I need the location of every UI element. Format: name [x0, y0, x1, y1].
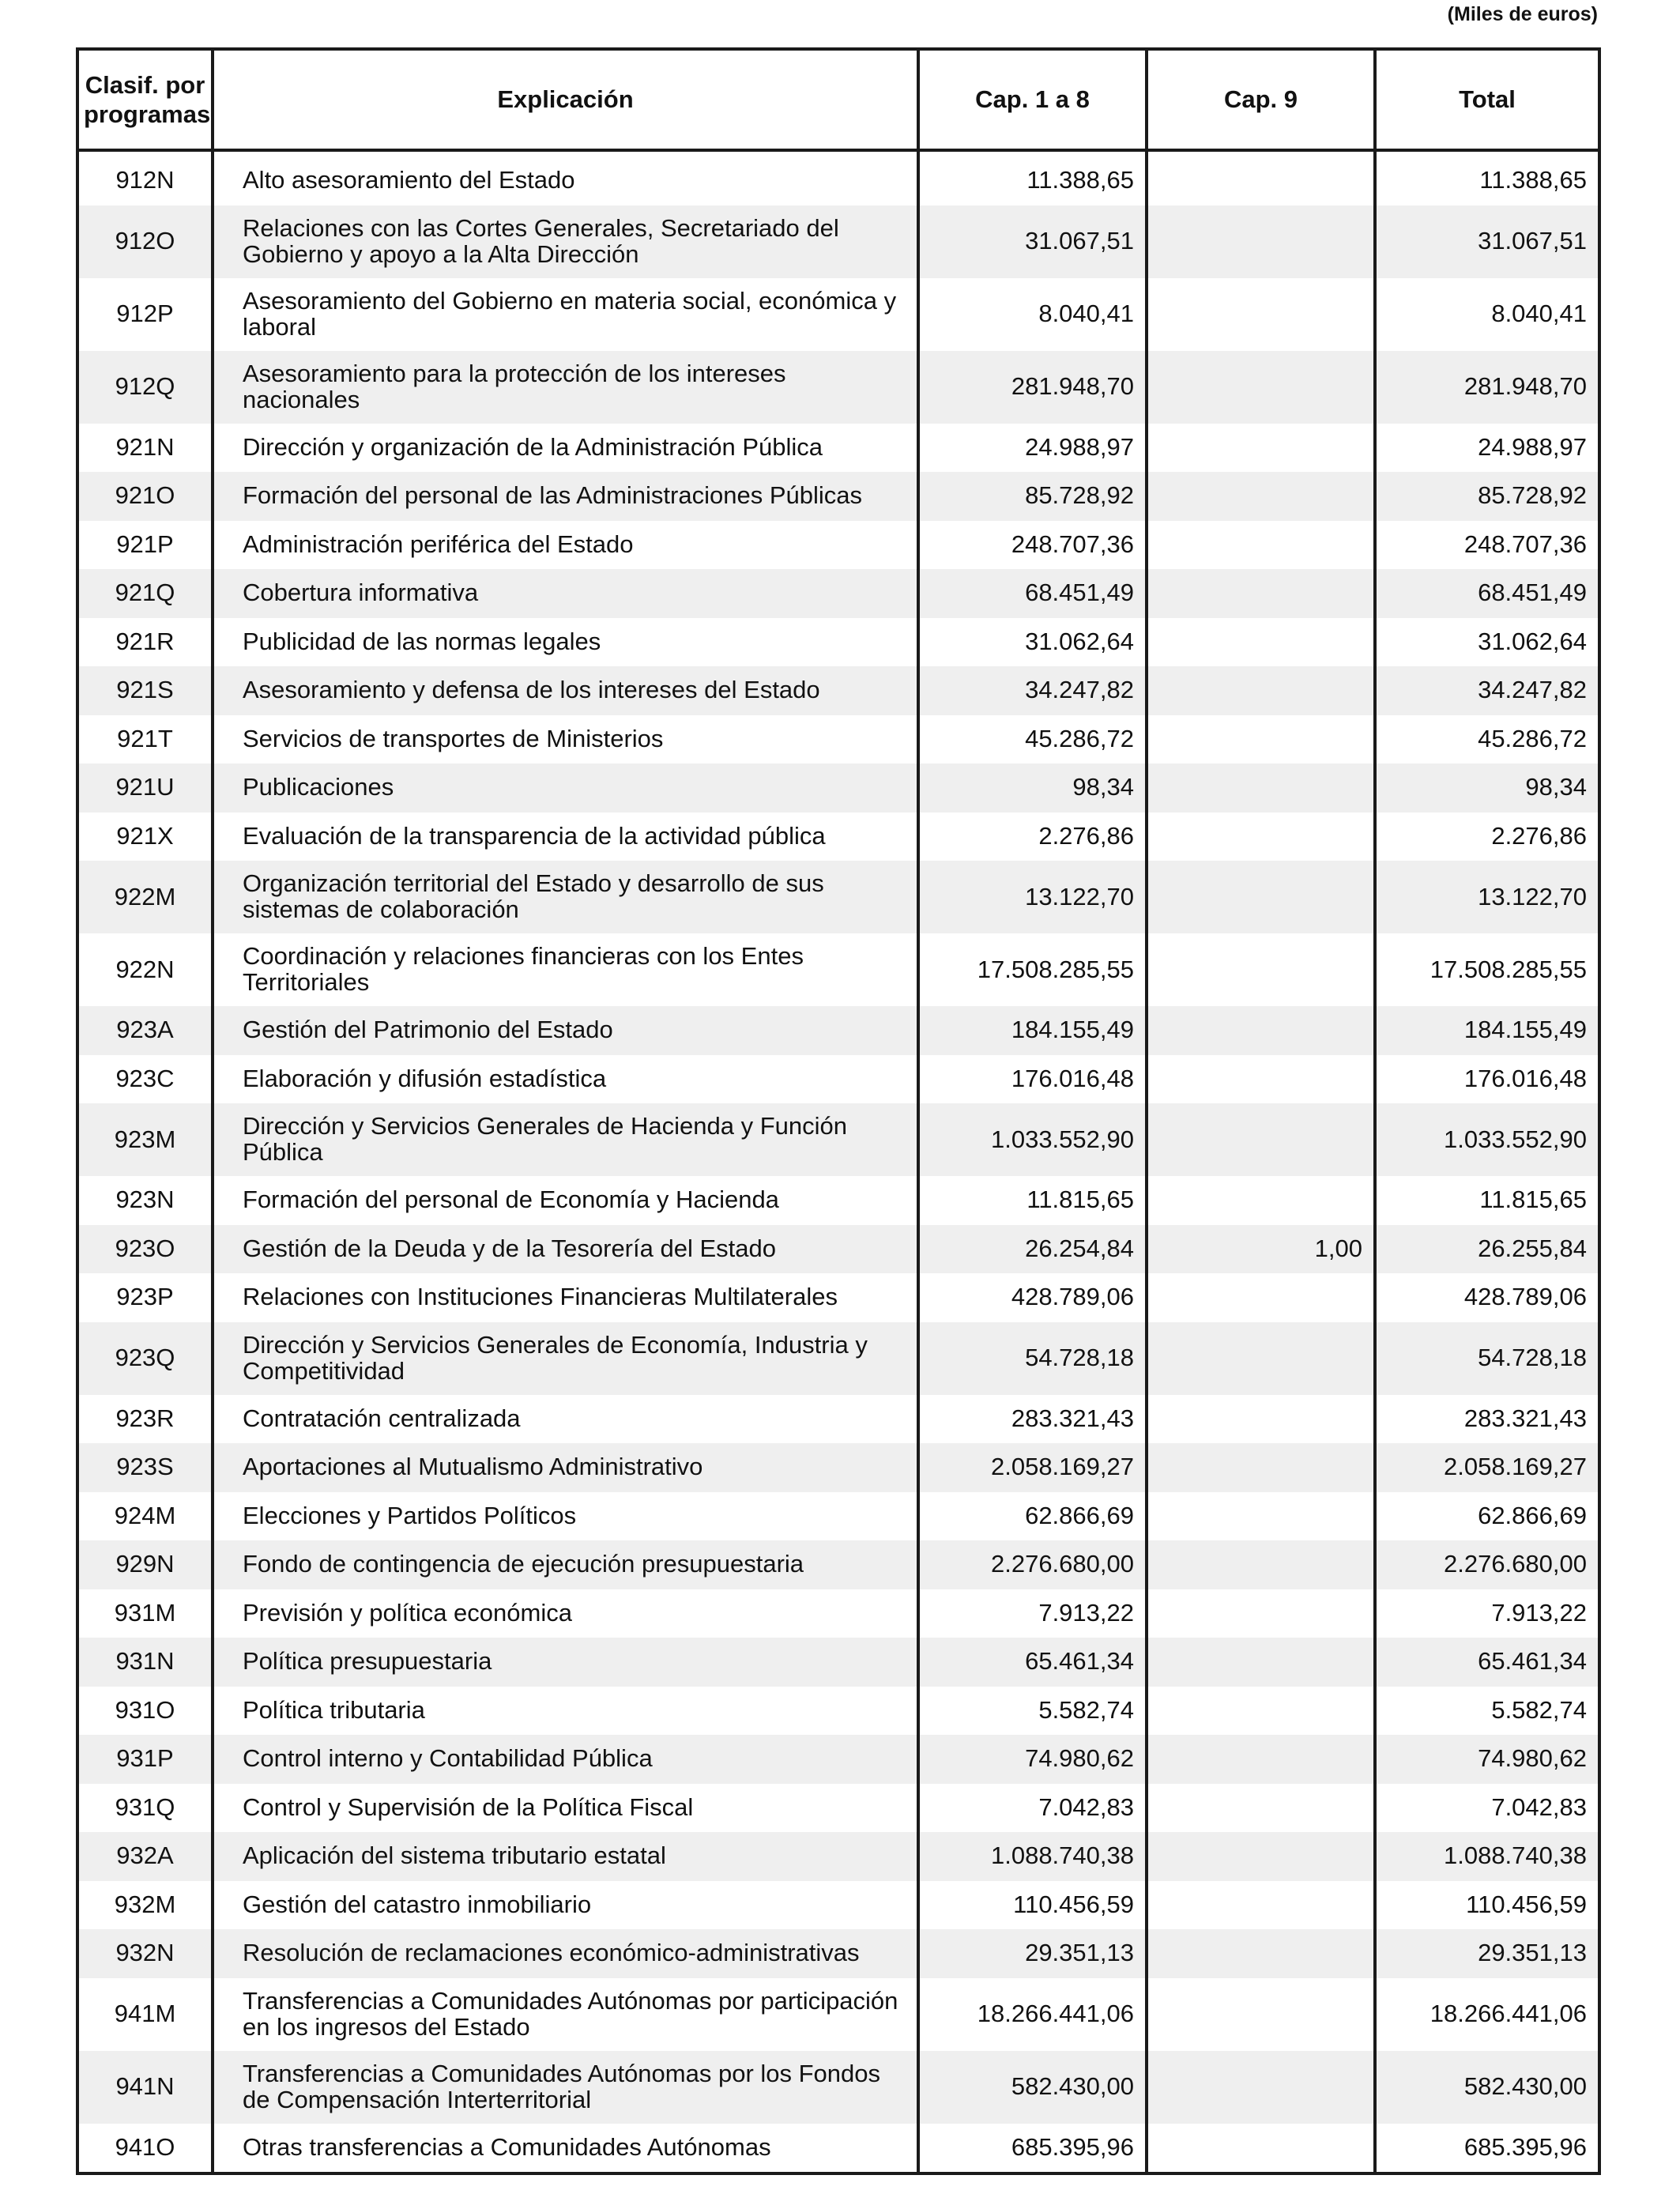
cell-code: 921O — [79, 472, 213, 521]
cell-code: 923O — [79, 1225, 213, 1274]
cell-code: 912P — [116, 300, 174, 328]
cell-total: 18.266.441,06 — [1375, 1978, 1598, 2051]
cell-cap18: 7.913,22 — [918, 1589, 1147, 1638]
cell-desc: Elaboración y difusión estadística — [213, 1055, 918, 1104]
cell-total: 2.276,86 — [1375, 812, 1598, 861]
table-row — [79, 1832, 1598, 1881]
cell-total: 29.351,13 — [1375, 1929, 1598, 1978]
cell-desc: Elecciones y Partidos Políticos — [213, 1492, 918, 1541]
table-row — [79, 424, 1598, 473]
table-row — [79, 569, 1598, 618]
cell-total: 31.067,51 — [1375, 205, 1598, 278]
table-row — [79, 1735, 1598, 1784]
table-row — [79, 521, 1598, 570]
cell-total: 74.980,62 — [1375, 1735, 1598, 1784]
cell-cap18: 24.988,97 — [918, 424, 1147, 473]
table-row — [79, 1225, 1598, 1274]
cell-cap18: 98,34 — [918, 763, 1147, 812]
cell-cap18: 1.033.552,90 — [918, 1103, 1147, 1176]
cell-code: 941M — [114, 2000, 176, 2028]
cell-cap9 — [1147, 861, 1375, 933]
cell-cap18: 2.058.169,27 — [918, 1443, 1147, 1492]
cell-desc: Dirección y Servicios Generales de Economía, Industria y Competitividad — [213, 1322, 918, 1395]
cell-total: 24.988,97 — [1375, 424, 1598, 473]
cell-total: 65.461,34 — [1375, 1638, 1598, 1687]
cell-code: 912O — [79, 205, 213, 278]
table-row — [79, 1589, 1598, 1638]
cell-cap9 — [1147, 1735, 1375, 1784]
cell-total: 13.122,70 — [1375, 861, 1598, 933]
cell-cap9 — [1147, 763, 1375, 812]
cell-cap9 — [1147, 150, 1375, 205]
cell-total: 685.395,96 — [1375, 2124, 1598, 2173]
cell-cap18: 110.456,59 — [918, 1881, 1147, 1930]
table-header — [79, 51, 1598, 150]
cell-cap18: 65.461,34 — [918, 1638, 1147, 1687]
cell-desc: Previsión y política económica — [213, 1589, 918, 1638]
cell-cap9: 1,00 — [1147, 1225, 1375, 1274]
table-row — [79, 1443, 1598, 1492]
cell-total: 98,34 — [1375, 763, 1598, 812]
cell-desc: Aplicación del sistema tributario estatal — [213, 1832, 918, 1881]
cell-cap9 — [1147, 666, 1375, 715]
budget-table-frame — [76, 47, 1601, 2175]
units-note: (Miles de euros) — [1447, 3, 1598, 25]
table-row — [79, 205, 1598, 278]
cell-total: 11.815,65 — [1375, 1176, 1598, 1225]
cell-cap9 — [1147, 1638, 1375, 1687]
cell-code: 932M — [114, 1890, 176, 1918]
table-row — [79, 1006, 1598, 1055]
cell-total: 281.948,70 — [1375, 351, 1598, 424]
cell-desc: Dirección y organización de la Administración Pública — [213, 424, 918, 473]
cell-cap9 — [1147, 2051, 1375, 2124]
cell-cap9 — [1147, 424, 1375, 473]
cell-code: 912N — [115, 166, 175, 194]
cell-total: 62.866,69 — [1375, 1492, 1598, 1541]
cell-desc: Evaluación de la transparencia de la actividad pública — [213, 812, 918, 861]
cell-total: 85.728,92 — [1375, 472, 1598, 521]
table-row — [79, 1176, 1598, 1225]
cell-cap9 — [1147, 1103, 1375, 1176]
cell-code: 921N — [115, 432, 175, 461]
table-row — [79, 2051, 1598, 2124]
cell-code: 922N — [115, 955, 175, 983]
cell-cap18: 13.122,70 — [918, 861, 1147, 933]
table-row — [79, 1978, 1598, 2051]
table-row — [79, 150, 1598, 205]
cell-desc: Formación del personal de Economía y Hacienda — [213, 1176, 918, 1225]
cell-total: 582.430,00 — [1375, 2051, 1598, 2124]
cell-desc: Asesoramiento y defensa de los intereses del Estado — [213, 666, 918, 715]
cell-cap18: 428.789,06 — [918, 1273, 1147, 1322]
cell-cap9 — [1147, 812, 1375, 861]
cell-total: 11.388,65 — [1375, 150, 1598, 205]
cell-cap18: 7.042,83 — [918, 1784, 1147, 1833]
header-row — [79, 51, 1598, 150]
cell-total: 1.088.740,38 — [1375, 1832, 1598, 1881]
cell-cap9 — [1147, 933, 1375, 1006]
cell-code: 922M — [79, 861, 213, 933]
cell-desc: Organización territorial del Estado y desarrollo de sus sistemas de colaboración — [213, 861, 918, 933]
cell-desc: Contratación centralizada — [213, 1395, 918, 1444]
header-code: Clasif. por programas — [79, 51, 213, 150]
cell-desc: Administración periférica del Estado — [213, 521, 918, 570]
cell-code: 921U — [79, 763, 213, 812]
cell-code: 931Q — [115, 1793, 175, 1821]
table-row — [79, 1638, 1598, 1687]
cell-code: 932N — [79, 1929, 213, 1978]
cell-cap18: 34.247,82 — [918, 666, 1147, 715]
cell-cap9 — [1147, 1273, 1375, 1322]
table-row — [79, 1322, 1598, 1395]
cell-code: 924M — [114, 1501, 176, 1529]
cell-code: 932A — [79, 1832, 213, 1881]
cell-cap18: 11.815,65 — [918, 1176, 1147, 1225]
cell-total: 34.247,82 — [1375, 666, 1598, 715]
cell-cap18: 74.980,62 — [918, 1735, 1147, 1784]
cell-cap9 — [1147, 205, 1375, 278]
cell-code: 921S — [79, 666, 213, 715]
cell-cap9 — [1147, 1443, 1375, 1492]
header-cap9: Cap. 9 — [1147, 51, 1375, 150]
cell-code: 921T — [117, 724, 173, 752]
header-cap18: Cap. 1 a 8 — [918, 51, 1147, 150]
cell-cap18: 248.707,36 — [918, 521, 1147, 570]
cell-total: 1.033.552,90 — [1375, 1103, 1598, 1176]
table-row — [79, 1784, 1598, 1833]
cell-code: 931N — [79, 1638, 213, 1687]
cell-code: 941O — [115, 2132, 175, 2161]
cell-cap9 — [1147, 715, 1375, 764]
table-row — [79, 351, 1598, 424]
cell-desc: Publicidad de las normas legales — [213, 618, 918, 667]
cell-desc: Aportaciones al Mutualismo Administrativo — [213, 1443, 918, 1492]
cell-cap18: 281.948,70 — [918, 351, 1147, 424]
cell-code: 923Q — [79, 1322, 213, 1395]
cell-total: 31.062,64 — [1375, 618, 1598, 667]
cell-cap18: 62.866,69 — [918, 1492, 1147, 1541]
cell-desc: Asesoramiento del Gobierno en materia social, económica y laboral — [213, 278, 918, 351]
cell-desc: Formación del personal de las Administraciones Públicas — [213, 472, 918, 521]
cell-cap18: 68.451,49 — [918, 569, 1147, 618]
cell-cap18: 29.351,13 — [918, 1929, 1147, 1978]
cell-cap9 — [1147, 1055, 1375, 1104]
cell-cap18: 283.321,43 — [918, 1395, 1147, 1444]
cell-code: 923M — [79, 1103, 213, 1176]
cell-desc: Fondo de contingencia de ejecución presupuestaria — [213, 1540, 918, 1589]
cell-code: 931O — [115, 1695, 175, 1724]
cell-desc: Gestión del catastro inmobiliario — [213, 1881, 918, 1930]
cell-cap18: 685.395,96 — [918, 2124, 1147, 2173]
cell-desc: Dirección y Servicios Generales de Hacienda y Función Pública — [213, 1103, 918, 1176]
cell-cap9 — [1147, 278, 1375, 351]
cell-code: 931M — [114, 1598, 176, 1627]
cell-code: 912Q — [79, 351, 213, 424]
cell-total: 248.707,36 — [1375, 521, 1598, 570]
cell-code: 921P — [116, 530, 174, 558]
cell-total: 2.058.169,27 — [1375, 1443, 1598, 1492]
table-row — [79, 1395, 1598, 1444]
table-row — [79, 1055, 1598, 1104]
cell-code: 931P — [79, 1735, 213, 1784]
cell-desc: Asesoramiento para la protección de los intereses nacionales — [213, 351, 918, 424]
table-row — [79, 1103, 1598, 1176]
cell-cap9 — [1147, 351, 1375, 424]
table-body — [79, 150, 1598, 2172]
cell-code: 923S — [79, 1443, 213, 1492]
cell-code: 921X — [116, 821, 174, 850]
cell-cap9 — [1147, 1784, 1375, 1833]
cell-desc: Relaciones con Instituciones Financieras Multilaterales — [213, 1273, 918, 1322]
cell-total: 45.286,72 — [1375, 715, 1598, 764]
table-row — [79, 861, 1598, 933]
cell-desc: Gestión del Patrimonio del Estado — [213, 1006, 918, 1055]
cell-cap18: 176.016,48 — [918, 1055, 1147, 1104]
cell-cap18: 18.266.441,06 — [918, 1978, 1147, 2051]
table-row — [79, 715, 1598, 764]
cell-desc: Control y Supervisión de la Política Fiscal — [213, 1784, 918, 1833]
table-row — [79, 933, 1598, 1006]
cell-code: 923P — [116, 1283, 174, 1311]
cell-desc: Cobertura informativa — [213, 569, 918, 618]
cell-code: 923N — [115, 1186, 175, 1214]
cell-code: 923R — [115, 1404, 175, 1432]
cell-cap18: 5.582,74 — [918, 1687, 1147, 1736]
cell-desc: Control interno y Contabilidad Pública — [213, 1735, 918, 1784]
cell-total: 283.321,43 — [1375, 1395, 1598, 1444]
cell-cap9 — [1147, 1929, 1375, 1978]
cell-total: 184.155,49 — [1375, 1006, 1598, 1055]
table-row — [79, 1540, 1598, 1589]
cell-code: 941N — [79, 2051, 213, 2124]
cell-code: 923A — [79, 1006, 213, 1055]
table-row — [79, 763, 1598, 812]
cell-desc: Política presupuestaria — [213, 1638, 918, 1687]
cell-cap9 — [1147, 1540, 1375, 1589]
cell-desc: Relaciones con las Cortes Generales, Secretariado del Gobierno y apoyo a la Alta Dirección — [213, 205, 918, 278]
cell-cap9 — [1147, 618, 1375, 667]
table-row — [79, 472, 1598, 521]
table-row — [79, 666, 1598, 715]
cell-desc: Política tributaria — [213, 1687, 918, 1736]
cell-total: 176.016,48 — [1375, 1055, 1598, 1104]
cell-cap9 — [1147, 1881, 1375, 1930]
cell-total: 17.508.285,55 — [1375, 933, 1598, 1006]
cell-cap9 — [1147, 521, 1375, 570]
cell-cap18: 11.388,65 — [918, 150, 1147, 205]
cell-cap9 — [1147, 1978, 1375, 2051]
cell-desc: Alto asesoramiento del Estado — [213, 150, 918, 205]
cell-cap18: 85.728,92 — [918, 472, 1147, 521]
cell-total: 428.789,06 — [1375, 1273, 1598, 1322]
cell-total: 5.582,74 — [1375, 1687, 1598, 1736]
cell-cap9 — [1147, 1006, 1375, 1055]
cell-cap18: 26.254,84 — [918, 1225, 1147, 1274]
cell-desc: Transferencias a Comunidades Autónomas por los Fondos de Compensación Interterritorial — [213, 2051, 918, 2124]
cell-total: 54.728,18 — [1375, 1322, 1598, 1395]
cell-cap18: 8.040,41 — [918, 278, 1147, 351]
cell-cap18: 184.155,49 — [918, 1006, 1147, 1055]
table-row — [79, 1687, 1598, 1736]
cell-code: 921R — [115, 627, 175, 655]
cell-cap9 — [1147, 569, 1375, 618]
cell-code: 921Q — [79, 569, 213, 618]
cell-cap18: 1.088.740,38 — [918, 1832, 1147, 1881]
cell-cap9 — [1147, 1589, 1375, 1638]
cell-cap9 — [1147, 1395, 1375, 1444]
cell-cap18: 31.062,64 — [918, 618, 1147, 667]
table-row — [79, 1881, 1598, 1930]
cell-cap9 — [1147, 1176, 1375, 1225]
cell-desc: Resolución de reclamaciones económico-administrativas — [213, 1929, 918, 1978]
table-row — [79, 1492, 1598, 1541]
table-row — [79, 618, 1598, 667]
budget-table — [79, 51, 1598, 2172]
cell-cap18: 31.067,51 — [918, 205, 1147, 278]
header-desc: Explicación — [213, 51, 918, 150]
cell-cap9 — [1147, 1832, 1375, 1881]
table-row — [79, 2124, 1598, 2173]
cell-desc: Servicios de transportes de Ministerios — [213, 715, 918, 764]
cell-cap18: 17.508.285,55 — [918, 933, 1147, 1006]
header-total: Total — [1375, 51, 1598, 150]
cell-cap9 — [1147, 2124, 1375, 2173]
cell-desc: Transferencias a Comunidades Autónomas por participación en los ingresos del Estado — [213, 1978, 918, 2051]
cell-total: 7.042,83 — [1375, 1784, 1598, 1833]
cell-total: 110.456,59 — [1375, 1881, 1598, 1930]
cell-total: 26.255,84 — [1375, 1225, 1598, 1274]
cell-cap18: 2.276.680,00 — [918, 1540, 1147, 1589]
cell-code: 923C — [115, 1064, 175, 1092]
cell-cap18: 2.276,86 — [918, 812, 1147, 861]
cell-desc: Otras transferencias a Comunidades Autónomas — [213, 2124, 918, 2173]
cell-total: 2.276.680,00 — [1375, 1540, 1598, 1589]
cell-cap18: 45.286,72 — [918, 715, 1147, 764]
cell-total: 7.913,22 — [1375, 1589, 1598, 1638]
cell-desc: Publicaciones — [213, 763, 918, 812]
cell-cap9 — [1147, 1687, 1375, 1736]
cell-total: 68.451,49 — [1375, 569, 1598, 618]
table-row — [79, 1929, 1598, 1978]
cell-total: 8.040,41 — [1375, 278, 1598, 351]
cell-cap18: 582.430,00 — [918, 2051, 1147, 2124]
cell-cap9 — [1147, 472, 1375, 521]
cell-desc: Coordinación y relaciones financieras con los Entes Territoriales — [213, 933, 918, 1006]
cell-cap9 — [1147, 1322, 1375, 1395]
cell-cap18: 54.728,18 — [918, 1322, 1147, 1395]
cell-desc: Gestión de la Deuda y de la Tesorería del Estado — [213, 1225, 918, 1274]
table-row — [79, 278, 1598, 351]
table-row — [79, 812, 1598, 861]
cell-cap9 — [1147, 1492, 1375, 1541]
table-row — [79, 1273, 1598, 1322]
cell-code: 929N — [79, 1540, 213, 1589]
